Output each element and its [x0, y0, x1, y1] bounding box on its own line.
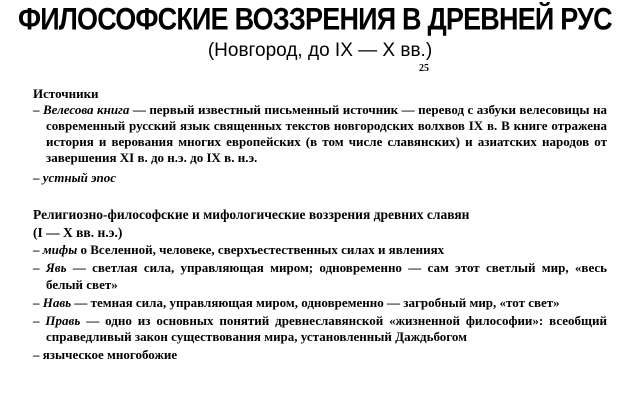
- bullet: –: [33, 294, 40, 310]
- bullet: –: [33, 242, 40, 257]
- list-item: [33, 347, 607, 364]
- item-term: мифы: [42, 242, 78, 257]
- page-subtitle: (Новгород, до IX — X вв.): [207, 40, 433, 61]
- item-text: — одно из основных понятий древнеславянской «жизненной философии»: всеобщий справедливый закон существования мира, установленный Даждьбогом: [46, 312, 608, 344]
- item-term: устный эпос: [42, 170, 117, 185]
- sources-heading: Источники: [33, 86, 99, 101]
- views-heading-title: Религиозно-философские и мифологические воззрения древних славян: [33, 207, 470, 222]
- list-item: [33, 295, 607, 312]
- list-item: [33, 242, 607, 259]
- item-text: — первый известный письменный источник — перевод с азбуки велесовицы на современный русский язык священных текстов новгородских волхвов IX в. В книге отражена история и верования многих европейских (в том числе славянских) и азиатских народов от завершения XI в. до н.э. до IX в. н.э.: [46, 102, 608, 165]
- list-item: [33, 313, 607, 346]
- bullet: –: [33, 260, 40, 275]
- item-text: — темная сила, управляющая миром, одновременно — загробный мир, «тот свет»: [74, 294, 560, 310]
- item-text: языческое многобожие: [42, 347, 178, 362]
- views-heading: [33, 206, 607, 242]
- list-item: [33, 102, 607, 166]
- page-number: 25: [419, 63, 429, 74]
- views-heading-period: (I — X вв. н.э.): [33, 225, 123, 240]
- item-term: Правь: [45, 312, 81, 328]
- list-item: [33, 260, 607, 293]
- bullet: –: [33, 347, 40, 362]
- item-text: — светлая сила, управляющая миром; одновременно — сам этот светлый мир, «весь белый свет»: [46, 260, 608, 292]
- item-term: Велесова книга: [42, 102, 130, 117]
- bullet: –: [33, 102, 40, 117]
- list-item: [33, 170, 607, 186]
- sources-section: [33, 86, 607, 186]
- views-section: [33, 206, 607, 364]
- page-title: ФИЛОСОФСКИЕ ВОЗЗРЕНИЯ В ДРЕВНЕЙ РУС: [18, 2, 612, 37]
- bullet: –: [33, 170, 40, 185]
- bullet: –: [33, 312, 40, 328]
- item-term: Явь: [45, 260, 67, 275]
- item-term: Навь: [42, 294, 72, 310]
- title-container: [0, 2, 640, 38]
- item-text: о Вселенной, человеке, сверхъестественных силах и явлениях: [80, 242, 445, 257]
